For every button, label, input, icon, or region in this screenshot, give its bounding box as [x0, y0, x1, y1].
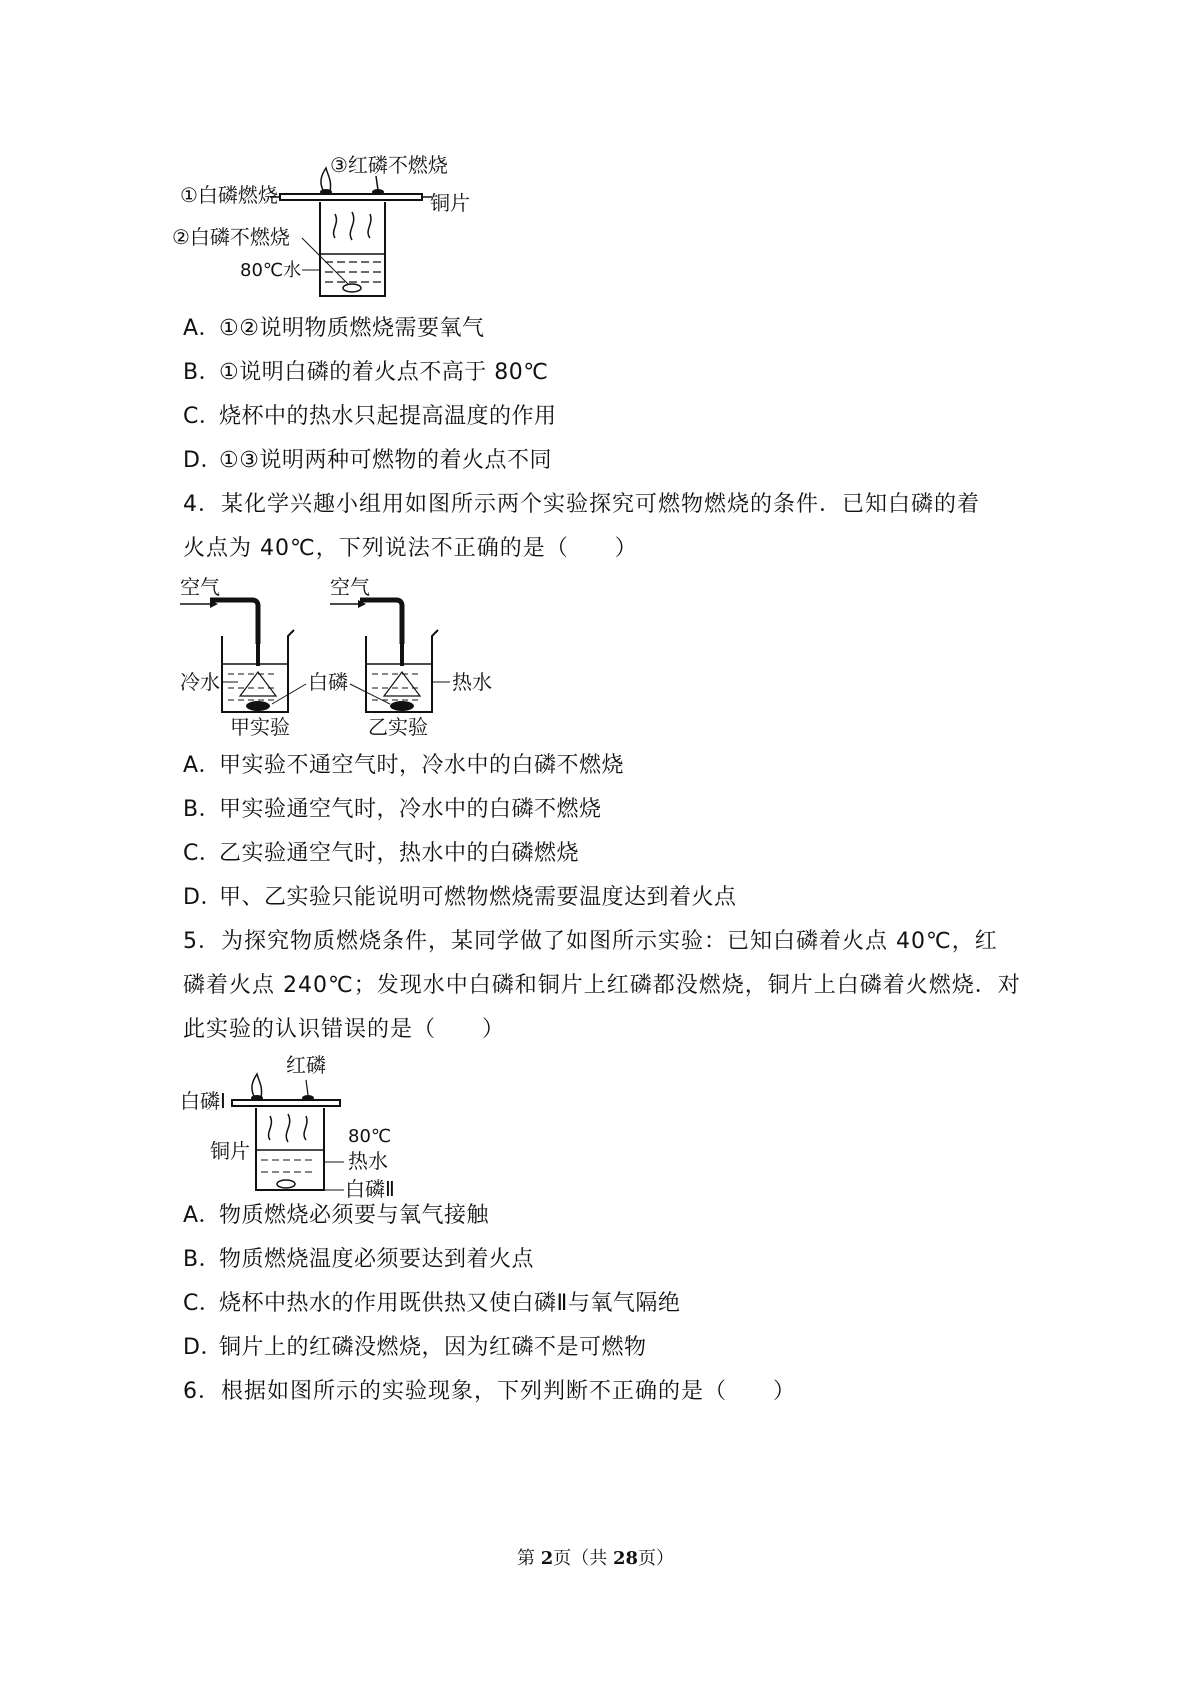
q6-stem-line-1: 6．根据如图所示的实验现象，下列判断不正确的是（ ） — [183, 1379, 796, 1404]
q5-stem-line-2: 磷着火点 240℃；发现水中白磷和铜片上红磷都没燃烧，铜片上白磷着火燃烧．对 — [183, 973, 1021, 998]
option-letter: C． — [183, 841, 222, 866]
option-text: 铜片上的红磷没燃烧，因为红磷不是可燃物 — [219, 1335, 647, 1360]
q3-option-b — [183, 358, 548, 388]
fig3-hot-water: 热水 — [348, 1149, 388, 1173]
option-text: 乙实验通空气时，热水中的白磷燃烧 — [219, 841, 580, 866]
fig1-label-3: ③红磷不燃烧 — [330, 153, 448, 177]
q4-stem-line-1: 4．某化学兴趣小组用如图所示两个实验探究可燃物燃烧的条件．已知白磷的着 — [183, 492, 980, 517]
option-text: ①②说明物质燃烧需要氧气 — [219, 316, 485, 341]
q3-option-d — [183, 446, 552, 476]
option-letter: D． — [183, 448, 223, 473]
fig1-label-water: 80℃水 — [240, 260, 302, 281]
footer-page-number: 2 — [540, 1548, 554, 1569]
fig1-label-1: ①白磷燃烧 — [180, 183, 278, 207]
q4-option-b — [183, 795, 602, 825]
option-letter: B． — [183, 1247, 222, 1272]
option-letter: C． — [183, 404, 222, 429]
option-text: 烧杯中的热水只起提高温度的作用 — [219, 404, 557, 429]
option-text: 物质燃烧必须要与氧气接触 — [219, 1203, 490, 1228]
fig1-label-copper: 铜片 — [430, 191, 470, 215]
fig2-exp-b: 乙实验 — [368, 715, 428, 739]
footer-mid: 页（共 — [553, 1548, 613, 1569]
q4-option-c — [183, 839, 579, 869]
q3-option-c — [183, 402, 557, 432]
option-text: 甲、乙实验只能说明可燃物燃烧需要温度达到着火点 — [219, 885, 737, 910]
q5-option-a — [183, 1201, 489, 1231]
fig3-white-p2: 白磷Ⅱ — [345, 1177, 395, 1201]
option-letter: D． — [183, 885, 223, 910]
footer-total-pages: 28 — [612, 1548, 639, 1569]
option-letter: A． — [183, 1203, 222, 1228]
fig2-white-p: 白磷 — [308, 670, 348, 694]
figure-two-beakers — [180, 572, 520, 737]
fig2-air-right: 空气 — [330, 575, 370, 599]
q4-stem-line-2: 火点为 40℃，下列说法不正确的是（ ） — [183, 536, 638, 561]
option-text: ①③说明两种可燃物的着火点不同 — [219, 448, 552, 473]
option-letter: A． — [183, 753, 222, 778]
q5-option-c — [183, 1289, 680, 1319]
q5-stem-line-3: 此实验的认识错误的是（ ） — [183, 1017, 506, 1042]
fig2-exp-a: 甲实验 — [230, 715, 290, 739]
fig3-temp: 80℃ — [348, 1126, 392, 1147]
fig3-red-p: 红磷 — [286, 1053, 326, 1077]
q5-option-b — [183, 1245, 534, 1275]
fig3-white-p1: 白磷Ⅰ — [180, 1089, 226, 1113]
fig1-label-2: ②白磷不燃烧 — [172, 225, 290, 249]
option-letter: D． — [183, 1335, 223, 1360]
option-letter: A． — [183, 316, 222, 341]
footer-prefix: 第 — [516, 1548, 541, 1569]
page-footer — [0, 1544, 1191, 1570]
option-text: 甲实验不通空气时，冷水中的白磷不燃烧 — [219, 753, 625, 778]
figure-copper-sheet-hot-water — [180, 1050, 440, 1205]
q5-stem-line-1: 5．为探究物质燃烧条件，某同学做了如图所示实验：已知白磷着火点 40℃，红 — [183, 929, 998, 954]
fig3-copper: 铜片 — [210, 1139, 250, 1163]
fig2-cold-water: 冷水 — [180, 670, 220, 694]
option-letter: B． — [183, 797, 222, 822]
option-text: 甲实验通空气时，冷水中的白磷不燃烧 — [219, 797, 602, 822]
option-letter: B． — [183, 360, 222, 385]
figure-copper-sheet-experiment — [172, 150, 500, 310]
option-text: 烧杯中热水的作用既供热又使白磷Ⅱ与氧气隔绝 — [219, 1291, 681, 1316]
q3-option-a — [183, 314, 484, 344]
q5-option-d — [183, 1333, 647, 1363]
q4-option-a — [183, 751, 624, 781]
option-letter: C． — [183, 1291, 222, 1316]
fig2-hot-water: 热水 — [452, 670, 492, 694]
q4-option-d — [183, 883, 737, 913]
fig2-air-left: 空气 — [180, 575, 220, 599]
option-text: 物质燃烧温度必须要达到着火点 — [219, 1247, 535, 1272]
footer-suffix: 页） — [638, 1548, 675, 1569]
option-text: ①说明白磷的着火点不高于 80℃ — [219, 360, 549, 385]
